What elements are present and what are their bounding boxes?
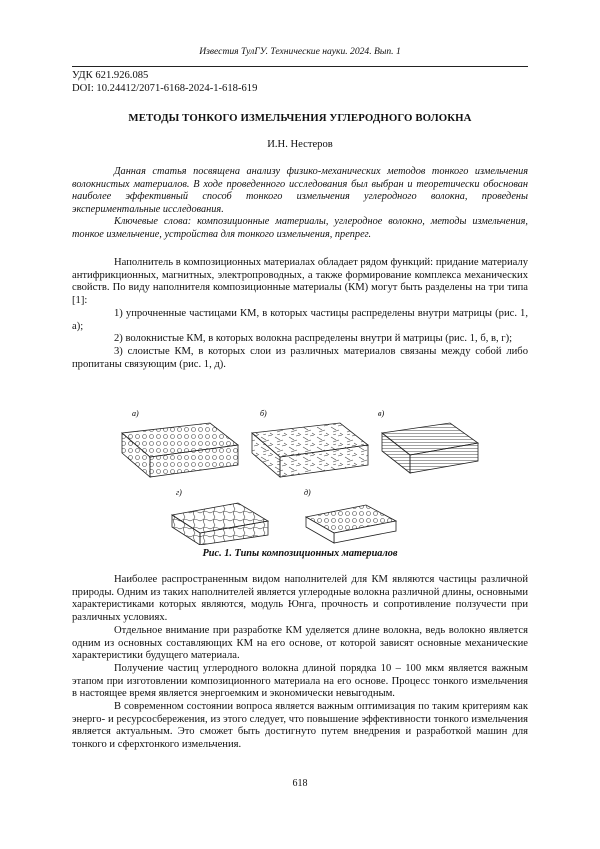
doi: DOI: 10.24412/2071-6168-2024-1-618-619 bbox=[72, 83, 258, 94]
figure-v-continuous-fibers bbox=[382, 423, 478, 473]
figure-label-a: а) bbox=[132, 409, 139, 418]
figure-label-g: г) bbox=[176, 488, 182, 497]
figure-label-d: д) bbox=[304, 488, 311, 497]
body-paragraph-1: Наиболее распространенным видом наполнителей для КМ являются частицы различной природы. Одним из таких наполнителей является углеродные волокна различной длины, основными характеристиками которых являются, модуль Юнга, прочность и сопротивление ползучести при различных условиях. bbox=[72, 574, 528, 624]
main-section bbox=[72, 574, 528, 752]
figure-d-layered bbox=[306, 505, 396, 543]
figure-b-short-fibers bbox=[252, 423, 368, 477]
keywords: Ключевые слова: композиционные материалы, углеродное волокно, методы измельчения, тонкое измельчение, устройства для тонкого измельчения, препрег. bbox=[72, 216, 528, 240]
figure-drawing bbox=[120, 405, 480, 545]
body-paragraph-4: В современном состоянии вопроса является важным оптимизация по таким критериям как энерго- и ресурсосбережения, из этого следует, что повышение эффективности тонкого измельчения является актуальным. Это сможет быть достигнуто путем внедрения и разработкой машин для тонкого и сферхтонкого измельчения. bbox=[72, 701, 528, 751]
figure-composite-types bbox=[120, 405, 480, 545]
abstract-text: Данная статья посвящена анализу физико-механических методов тонкого измельчения волокнистых материалов. В ходе проведенного исследования был выбран и теоретически обоснован наиболее эффективный способ тонкого измельчения углеродного волокна, проведены экспериментальные исследования. bbox=[72, 166, 528, 215]
body-paragraph-3: Получение частиц углеродного волокна длиной порядка 10 – 100 мкм является важным этапом при изготовлении композиционного материала на его основе. Процесс тонкого измельчения в настоящее время является энергоемким и экономически невыгодным. bbox=[72, 662, 528, 700]
article-meta bbox=[72, 69, 257, 95]
intro-paragraph: Наполнитель в композиционных материалах обладает рядом функций: придание материалу антифрикционных, магнитных, электропроводных, а также формирование комплекса механических свойств. По виду наполнителя композиционные материалы (КМ) могут быть разделены на три типа [1]: bbox=[72, 257, 528, 307]
list-item-1: 1) упрочненные частицами КМ, в которых частицы распределены внутри матрицы (рис. 1, а); bbox=[72, 307, 528, 332]
article-title: МЕТОДЫ ТОНКОГО ИЗМЕЛЬЧЕНИЯ УГЛЕРОДНОГО ВОЛОКНА bbox=[128, 112, 472, 124]
figure-label-b: б) bbox=[260, 409, 267, 418]
list-item-3: 3) слоистые КМ, в которых слои из различных материалов связаны между собой либо пропитаны связующим (рис. 1, д). bbox=[72, 345, 528, 370]
udc-code: УДК 621.926.085 bbox=[72, 70, 149, 81]
figure-label-v: в) bbox=[378, 409, 385, 418]
page-number: 618 bbox=[292, 778, 308, 789]
author-name: И.Н. Нестеров bbox=[267, 139, 333, 150]
figure-caption: Рис. 1. Типы композиционных материалов bbox=[202, 548, 398, 559]
abstract bbox=[72, 166, 528, 242]
body-paragraph-2: Отдельное внимание при разработке КМ уделяется длине волокна, ведь волокно является одним из основных составляющих КМ на его основе, от которой зависят основные механические характеристики будущего материала. bbox=[72, 624, 528, 662]
running-header: Известия ТулГУ. Технические науки. 2024. Вып. 1 bbox=[199, 46, 401, 57]
intro-section bbox=[72, 257, 528, 371]
figure-g-woven bbox=[172, 503, 268, 545]
header-rule bbox=[72, 66, 528, 67]
list-item-2: 2) волокнистые КМ, в которых волокна распределены внутри й матрицы (рис. 1, б, в, г); bbox=[114, 333, 513, 345]
figure-a-particles bbox=[122, 423, 238, 477]
